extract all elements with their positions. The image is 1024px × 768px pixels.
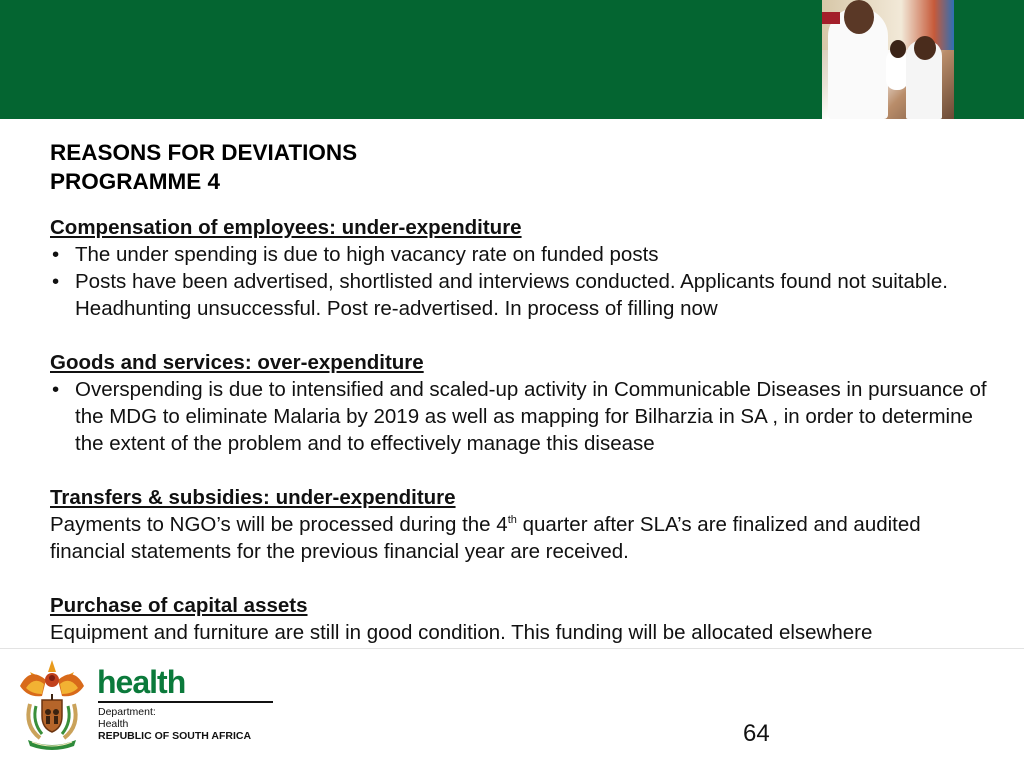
header-banner xyxy=(0,0,1024,119)
department-line-1: Department: xyxy=(98,706,156,718)
photo-child-head xyxy=(914,36,936,60)
goods-bullets xyxy=(50,376,1000,457)
department-line-3: REPUBLIC OF SOUTH AFRICA xyxy=(98,730,252,742)
compensation-bullet-2: • Posts have been advertised, shortlisted and interviews conducted. Applicants found not suitable. Headhunting unsuccessful. Post re-advertised. In process of filling now xyxy=(50,268,1000,322)
compensation-heading: Compensation of employees: under-expenditure xyxy=(50,216,522,239)
slide-title xyxy=(50,138,357,196)
spacer xyxy=(50,322,1000,349)
compensation-bullet-1: • The under spending is due to high vacancy rate on funded posts xyxy=(50,241,1000,268)
transfers-text xyxy=(50,511,1000,565)
transfers-text-start: Payments to NGO’s will be processed during the 4 xyxy=(50,513,508,536)
photo-child-head-2 xyxy=(890,40,906,58)
photo-nurse-cap xyxy=(822,12,840,24)
transfers-heading: Transfers & subsidies: under-expenditure xyxy=(50,486,456,509)
capital-text: Equipment and furniture are still in good condition. This funding will be allocated elsewhere xyxy=(50,621,873,644)
goods-bullet-1: • Overspending is due to intensified and scaled-up activity in Communicable Diseases in pursuance of the MDG to eliminate Malaria by 2019 as well as mapping for Bilharzia in SA , in order to determine the extent of the problem and to effectively manage this disease xyxy=(50,376,1000,457)
footer-divider xyxy=(0,648,1024,649)
transfers-superscript: th xyxy=(507,514,517,526)
spacer xyxy=(50,565,1000,592)
health-logo-word: health xyxy=(97,664,186,700)
transfers-text-end: quarter after SLA’s are finalized and audited financial statements for the previous financial year are received. xyxy=(50,513,921,563)
spacer xyxy=(50,457,1000,484)
goods-heading: Goods and services: over-expenditure xyxy=(50,351,424,374)
coat-of-arms-icon xyxy=(16,656,88,752)
health-logo-rule xyxy=(98,701,273,703)
slide-title-line-2: PROGRAMME 4 xyxy=(50,169,221,194)
slide-title-line-1: REASONS FOR DEVIATIONS xyxy=(50,140,358,165)
coat-of-arms-logo xyxy=(16,656,88,752)
capital-heading: Purchase of capital assets xyxy=(50,594,308,617)
slide-content xyxy=(50,214,1000,646)
header-photo xyxy=(822,0,954,119)
compensation-bullets xyxy=(50,241,1000,322)
page-number: 64 xyxy=(743,720,770,747)
department-line-2: Health xyxy=(98,718,129,730)
photo-nurse-head xyxy=(844,0,874,34)
department-text xyxy=(98,706,251,742)
